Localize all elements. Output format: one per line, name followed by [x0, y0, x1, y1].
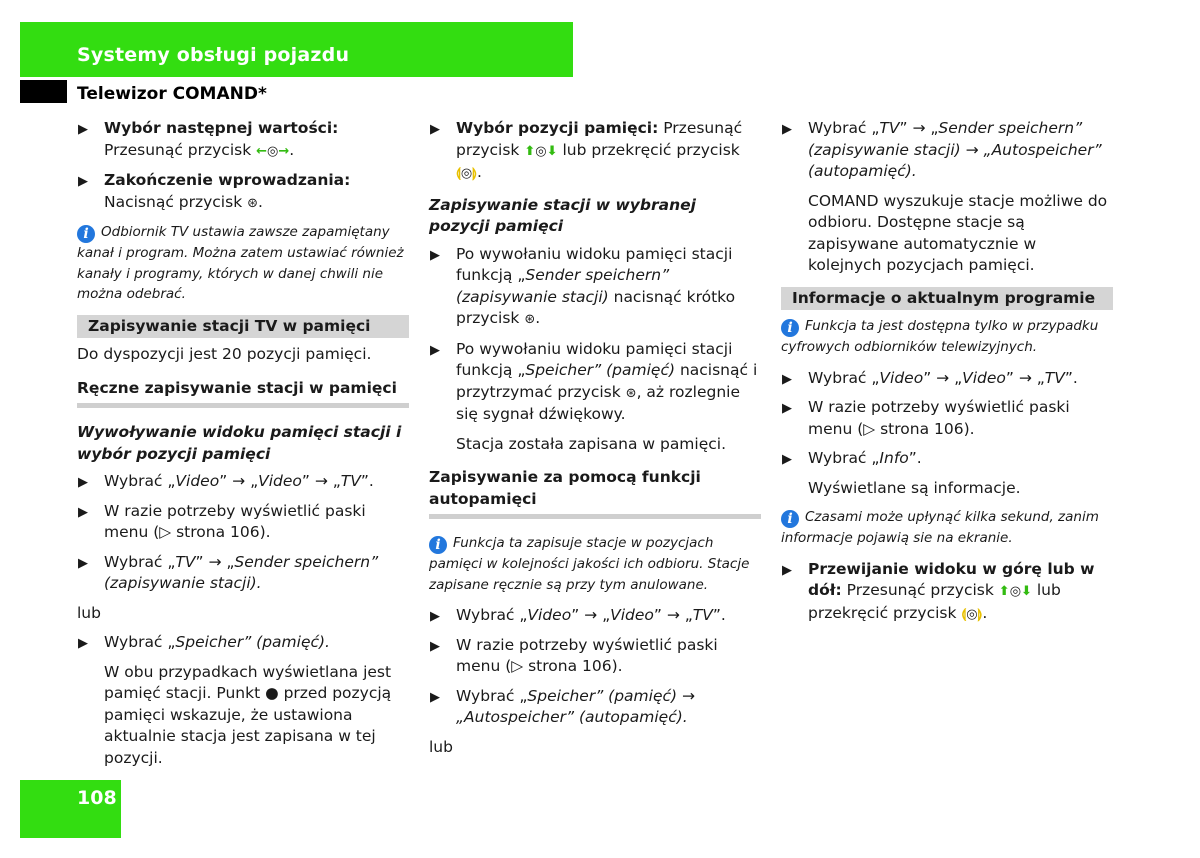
- bullet-icon: ▶: [782, 562, 792, 578]
- step-sender-speichern: ▶ Po wywołaniu widoku pamięci stacji funkcją „Sender speichern” (zapisywanie stacji) nacisnąć krótko przycisk ⊛.: [429, 244, 761, 331]
- bullet-icon: ▶: [430, 247, 440, 263]
- section-title: Systemy obsługi pojazdu: [77, 44, 350, 66]
- info-note: i Odbiornik TV ustawia zawsze zapamiętany kanał i program. Można zatem ustawiać również kanały i programy, których w danej chwili nie można odebrać.: [77, 224, 404, 302]
- knob-press-icon: ⊛: [247, 195, 259, 211]
- bullet-icon: ▶: [430, 689, 440, 705]
- bullet-icon: ▶: [782, 371, 792, 387]
- bullet-icon: ▶: [78, 174, 88, 189]
- bullet-icon: ▶: [78, 475, 88, 490]
- step-speicher-hold: ▶ Po wywołaniu widoku pamięci stacji funkcją „Speicher” (pamięć) nacisnąć i przytrzymać przycisk ⊛, aż rozlegnie się sygnał dźwiękowy.: [430, 339, 758, 423]
- step-select-autospeicher: ▶ Wybrać „TV” → „Sender speichern” (zapisywanie stacji) → „Autospeicher” (autopamięć).: [782, 119, 1102, 180]
- result-text: Stacja została zapisana w pamięci.: [456, 434, 727, 453]
- paragraph-memory-count: Do dyspozycji jest 20 pozycji pamięci.: [77, 345, 372, 363]
- page-number: 108: [77, 787, 117, 809]
- step-select-position: ▶ Wybór pozycji pamięci: Przesunąć przycisk ⬆◎⬇ lub przekręcić przycisk ⟬◎⟭.: [429, 118, 761, 185]
- step-select-info: ▶ Wybrać „Info”.: [781, 448, 1113, 470]
- or-text: lub: [429, 737, 453, 756]
- step-confirm: ▶ Zakończenie wprowadzania: Nacisnąć przycisk ⊛.: [77, 170, 409, 214]
- info-icon: i: [781, 319, 799, 337]
- bullet-icon: ▶: [782, 452, 792, 467]
- knob-up-down-icon: ⬆◎⬇: [998, 584, 1032, 599]
- result-text: W obu przypadkach wyświetlana jest pamięć stacji. Punkt ● przed pozycją pamięci wskazuje, że ustawiona aktualnie stacja jest zapisana w tej pozycji.: [104, 662, 392, 767]
- heading-store-selected: Zapisywanie stacji w wybranej pozycji pamięci: [429, 195, 696, 235]
- bullet-icon: ▶: [782, 122, 792, 137]
- heading-autostore: Zapisywanie za pomocą funkcji autopamięci: [429, 467, 761, 519]
- step-select-video: ▶ Wybrać „Video” → „Video” → „TV”.: [77, 471, 409, 493]
- step-next-value: ▶ Wybór następnej wartości: Przesunąć przycisk ←◎→.: [77, 118, 409, 162]
- step-show-menu: ▶ W razie potrzeby wyświetlić paski menu (▷ strona 106).: [430, 635, 718, 675]
- heading-manual-store: Ręczne zapisywanie stacji w pamięci: [77, 378, 409, 409]
- knob-rotate-icon: ⟬◎⟭: [961, 606, 983, 622]
- section-marker: [20, 80, 67, 103]
- bullet-icon: ▶: [430, 342, 440, 358]
- or-text: lub: [77, 603, 101, 622]
- knob-up-down-icon: ⬆◎⬇: [524, 143, 558, 159]
- heading-call-memory: Wywoływanie widoku pamięci stacji i wybór pozycji pamięci: [77, 423, 402, 463]
- bullet-icon: ▶: [78, 636, 88, 651]
- heading-store-stations: Zapisywanie stacji TV w pamięci: [77, 315, 409, 339]
- step-show-menu: ▶ W razie potrzeby wyświetlić paski menu (▷ strona 106).: [782, 398, 1070, 438]
- bullet-icon: ▶: [78, 122, 88, 137]
- step-scroll-view: ▶ Przewijanie widoku w górę lub w dół: Przesunąć przycisk ⬆◎⬇ lub przekręcić przycisk ⟬◎⟭.: [781, 559, 1113, 626]
- step-show-menu: ▶ W razie potrzeby wyświetlić paski menu (▷ strona 106).: [78, 501, 366, 541]
- heading-program-info: Informacje o aktualnym programie: [781, 287, 1113, 311]
- column-2: [429, 118, 761, 766]
- result-text: Wyświetlane są informacje.: [808, 478, 1021, 497]
- result-text: COMAND wyszukuje stacje możliwe do odbioru. Dostępne stacje są zapisywane automatycznie w kolejnych pozycjach pamięci.: [808, 191, 1108, 274]
- step-select-video: ▶ Wybrać „Video” → „Video” → „TV”.: [429, 605, 761, 627]
- bullet-icon: ▶: [78, 504, 88, 520]
- column-1: [77, 118, 409, 777]
- bullet-icon: ▶: [430, 122, 440, 137]
- knob-rotate-icon: ⟬◎⟭: [456, 166, 477, 181]
- bullet-icon: ▶: [430, 609, 440, 624]
- dot-icon: ●: [265, 684, 279, 702]
- info-note: i Funkcja ta jest dostępna tylko w przypadku cyfrowych odbiorników telewizyjnych.: [781, 318, 1099, 355]
- info-icon: i: [429, 536, 447, 554]
- knob-press-icon: ⊛: [524, 312, 536, 327]
- info-icon: i: [781, 510, 799, 528]
- bullet-icon: ▶: [782, 401, 792, 416]
- column-3: [781, 118, 1113, 633]
- info-icon: i: [77, 225, 95, 243]
- bullet-icon: ▶: [78, 555, 88, 571]
- step-select-speicher: ▶ Wybrać „Speicher” (pamięć).: [77, 632, 409, 654]
- step-select-autospeicher: ▶ Wybrać „Speicher” (pamięć) → „Autospeicher” (autopamięć).: [430, 686, 695, 726]
- knob-left-right-icon: ←◎→: [256, 143, 290, 159]
- knob-press-icon: ⊛: [625, 385, 637, 401]
- bullet-icon: ▶: [430, 638, 440, 654]
- info-note: i Czasami może upłynąć kilka sekund, zanim informacje pojawią sie na ekranie.: [781, 509, 1099, 546]
- info-note: i Funkcja ta zapisuje stacje w pozycjach pamięci w kolejności jakości ich odbioru. Stacje zapisane ręcznie są przy tym anulowane.: [429, 535, 750, 593]
- step-select-sender: ▶ Wybrać „TV” → „Sender speichern” (zapisywanie stacji).: [78, 552, 379, 592]
- step-select-video: ▶ Wybrać „Video” → „Video” → „TV”.: [781, 368, 1113, 390]
- page-subtitle: Telewizor COMAND*: [77, 84, 267, 104]
